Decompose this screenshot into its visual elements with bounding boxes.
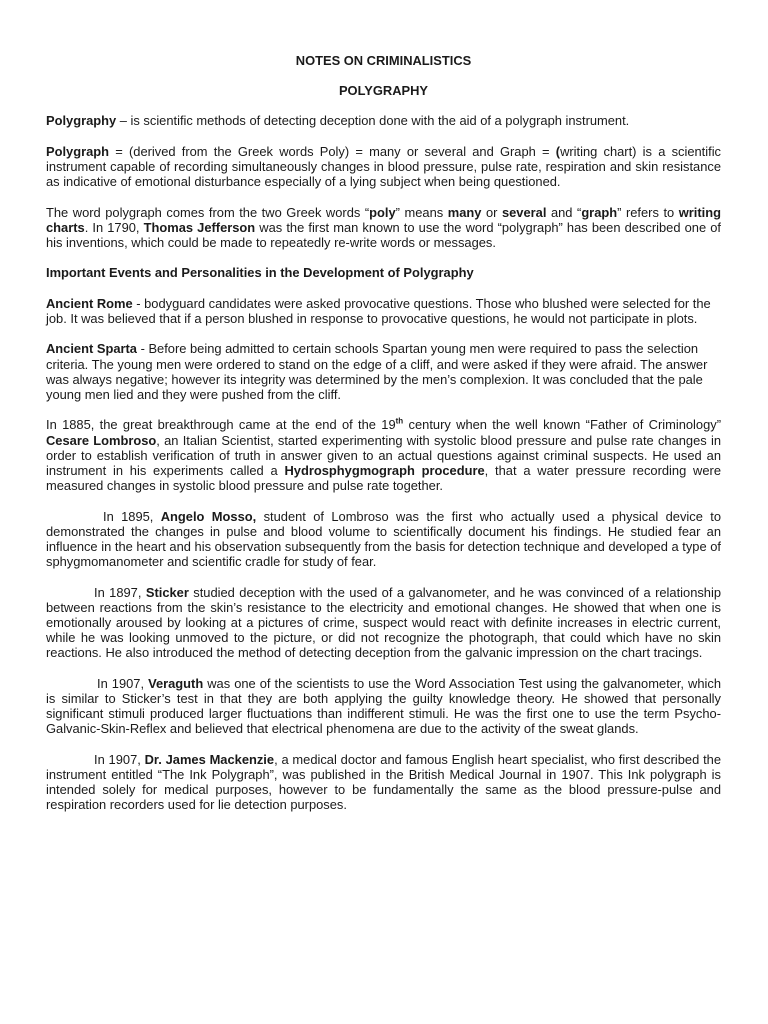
paragraph-text: century when the well known “Father of Criminology”: [403, 417, 721, 433]
term-ancient-rome: Ancient Rome: [46, 295, 133, 311]
name-veraguth: Veraguth: [148, 675, 204, 691]
paragraph-text: or: [481, 204, 502, 220]
paragraph-text: , that a water pressure recording were measured changes in systolic blood pressure and pulse rate together.: [46, 462, 721, 494]
name-sticker: Sticker: [145, 584, 189, 600]
term-many: many: [447, 204, 482, 220]
paragraph-word-origin: [46, 205, 721, 251]
paragraph-text: = (derived from the Greek words Poly) = many or several and Graph =: [109, 143, 556, 159]
paragraph-text: In 1897,: [94, 584, 146, 600]
paren: (: [555, 143, 561, 159]
paragraph-text: , a medical doctor and famous English heart specialist, who first described the instrument entitled “The Ink Polygraph”, was published in the British Medical Journal in 1907. This Ink polygraph is intended solely for medical purposes, however to be fundamentally the same as the blood pressure-pulse and respiration recorders used for lie detection purposes.: [46, 751, 721, 813]
paragraph-text: was one of the scientists to use the Word Association Test using the galvanometer, which is similar to Sticker’s test in that they are both applying the guilty knowledge theory. He showed that personally significant stimuli produced larger fluctuations than indifferent stimuli. He was the first one to use the term Psycho-Galvanic-Skin-Reflex and believed that electrical phenomena are due to the activity of the sweat glands.: [46, 675, 721, 737]
paragraph-text: writing chart) is a scientific instrument capable of recording simultaneously changes in blood pressure, pulse rate, respiration and skin resistance as indicative of emotional disturbance especially of a lying subject when being questioned.: [46, 143, 722, 190]
term-writing-charts: writing charts: [46, 204, 721, 235]
paragraph-text: ” refers to: [617, 204, 679, 220]
document-page: [46, 53, 721, 828]
paragraph-text: studied deception with the used of a galvanometer, and he was convinced of a relationship between reactions from the skin’s resistance to the electricity and emotional changes. He showed that when one is emotionally aroused by looking at a pictures of crime, suspect would react with definite increases in electric current, while he was looking unmoved to the picture, or did not recognize the photograph, that could which have no skin reactions. He also introduced the method of detecting deception from the galvanic impression on the chart tracings.: [46, 584, 722, 661]
paragraph-text: In 1885, the great breakthrough came at the end of the 19: [46, 417, 396, 433]
paragraph-text: , an Italian Scientist, started experimenting with systolic blood pressure and pulse rate changes in order to establish verification of truth in answer given to an actual questions against criminal suspects. He used an instrument in his experiments called a: [46, 432, 721, 478]
paragraph-text: The word polygraph comes from the two Greek words “: [46, 204, 370, 220]
paragraph-1907-veraguth: [46, 676, 721, 737]
paragraph-ancient-sparta: [46, 341, 721, 402]
paragraph-text: In 1907,: [97, 675, 149, 691]
paragraph-ancient-rome: [46, 296, 721, 326]
name-angelo-mosso: Angelo Mosso,: [160, 508, 257, 524]
paragraph-text: - Before being admitted to certain schools Spartan young men were required to pass the selection criteria. The young men were ordered to stand on the edge of a cliff, and were asked if they were afraid. The answer was always negative; however its integrity was determined by the men’s complexion. It was concluded that the pale young men lied and they were pushed from the cliff.: [46, 341, 708, 402]
paragraph-text: ” means: [395, 204, 448, 220]
paragraph-1897: [46, 585, 721, 661]
term-polygraph: Polygraph: [46, 143, 110, 159]
term-graph: graph: [581, 204, 618, 220]
paragraph-text: In 1895,: [103, 508, 161, 524]
term-polygraphy: Polygraphy: [46, 113, 117, 129]
paragraph-1895: [46, 509, 721, 570]
paragraph-text: In 1907,: [94, 751, 145, 767]
paragraph-text: and “: [546, 204, 582, 220]
paragraph-text: - bodyguard candidates were asked provocative questions. Those who blushed were selected for the job. It was believed that if a person blushed in response to provocative questions, he would not participate in plots.: [46, 295, 711, 326]
name-thomas-jefferson: Thomas Jefferson: [143, 219, 256, 235]
term-ancient-sparta: Ancient Sparta: [46, 341, 137, 357]
paragraph-text: was the first man known to use the word “polygraph” has been described one of his inventions, which could be made to repeatedly re-write words or messages.: [46, 219, 721, 250]
document-title: NOTES ON CRIMINALISTICS: [295, 53, 472, 68]
paragraph-1885: [46, 417, 721, 493]
superscript: th: [395, 417, 404, 427]
paragraph-text: student of Lombroso was the first who actually used a physical device to demonstrated the changes in pulse and blood volume to scientifically document his findings. He studied fear an influence in the heart and his observation subsequently from the basis for detection technique and developed a type of sphygmomanometer and scientific cradle for study of fear.: [46, 508, 722, 570]
paragraph-text: – is scientific methods of detecting deception done with the aid of a polygraph instrument.: [116, 113, 630, 129]
paragraph-text: . In 1790,: [84, 219, 144, 235]
paragraph-polygraph: [46, 144, 721, 190]
term-poly: poly: [369, 204, 396, 220]
paragraph-1907-mackenzie: [46, 752, 721, 813]
paragraph-polygraphy: [46, 113, 721, 128]
term-hydrosphygmograph: Hydrosphygmograph procedure: [284, 462, 485, 478]
name-cesare-lombroso: Cesare Lombroso: [46, 432, 157, 448]
document-subtitle: POLYGRAPHY: [338, 83, 429, 99]
section-heading: Important Events and Personalities in the Development of Polygraphy: [46, 265, 474, 281]
name-james-mackenzie: Dr. James Mackenzie: [144, 751, 275, 767]
term-several: several: [501, 204, 547, 220]
